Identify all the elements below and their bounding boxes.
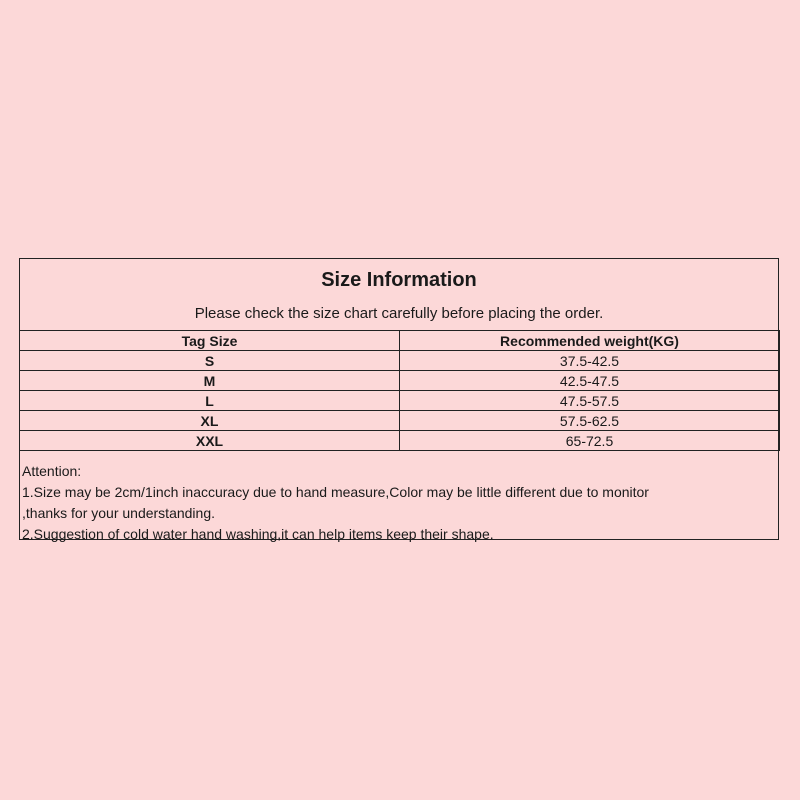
column-header-tag-size: Tag Size <box>20 331 400 351</box>
page-title: Size Information <box>321 269 477 291</box>
note-line: 1.Size may be 2cm/1inch inaccuracy due to hand measure,Color may be little different due to monitor <box>22 484 649 500</box>
note-line: 2.Suggestion of cold water hand washing,it can help items keep their shape. <box>22 526 494 542</box>
table-row <box>20 411 780 431</box>
tag-size-cell: M <box>20 371 400 391</box>
weight-cell: 65-72.5 <box>400 431 780 451</box>
weight-cell: 47.5-57.5 <box>400 391 780 411</box>
attention-notes <box>22 461 774 545</box>
size-information-panel <box>19 258 779 540</box>
tag-size-cell: S <box>20 351 400 371</box>
tag-size-cell: L <box>20 391 400 411</box>
table-row <box>20 371 780 391</box>
size-table <box>19 330 780 451</box>
weight-cell: 42.5-47.5 <box>400 371 780 391</box>
page-subtitle: Please check the size chart carefully before placing the order. <box>194 305 604 322</box>
table-row <box>20 431 780 451</box>
column-header-recommended-weight: Recommended weight(KG) <box>400 331 780 351</box>
weight-cell: 37.5-42.5 <box>400 351 780 371</box>
weight-cell: 57.5-62.5 <box>400 411 780 431</box>
notes-heading: Attention: <box>22 463 82 479</box>
table-row <box>20 391 780 411</box>
table-header-row <box>20 331 780 351</box>
tag-size-cell: XXL <box>20 431 400 451</box>
note-line: ,thanks for your understanding. <box>22 505 216 521</box>
tag-size-cell: XL <box>20 411 400 431</box>
table-row <box>20 351 780 371</box>
